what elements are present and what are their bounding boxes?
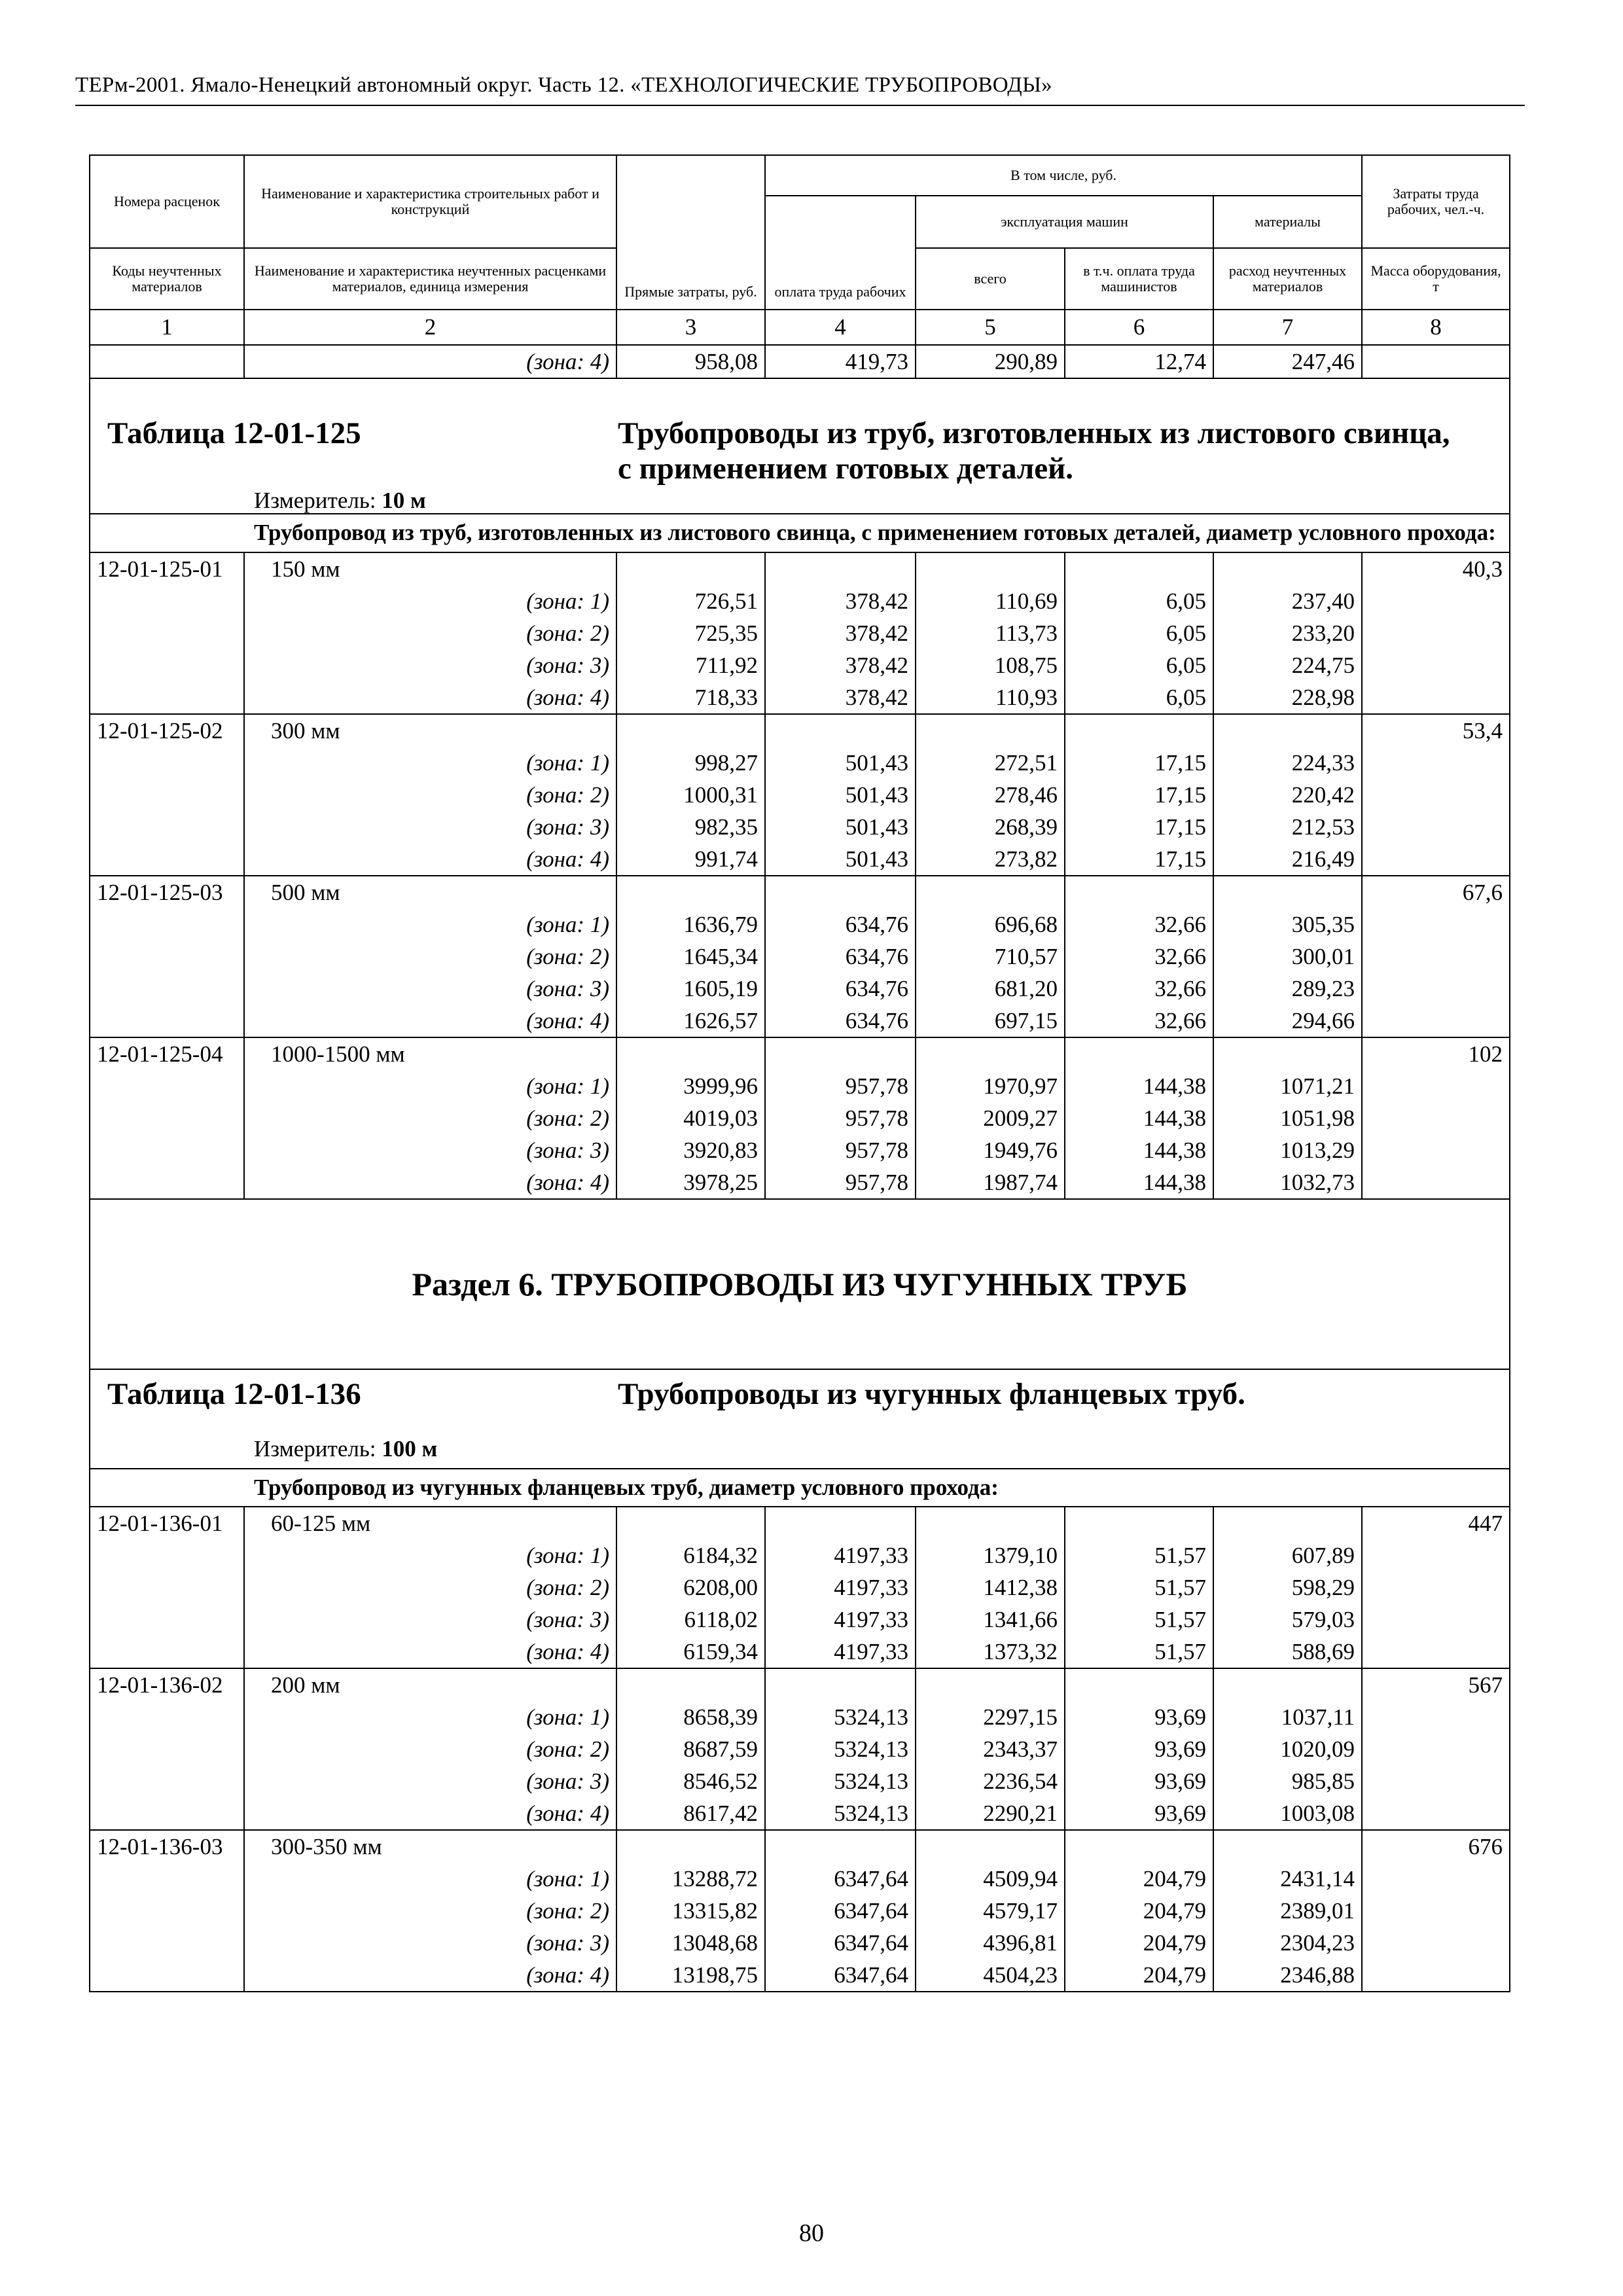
machines-total: 1341,66 — [916, 1604, 1065, 1636]
col-number: 5 — [916, 310, 1065, 345]
col-number: 4 — [765, 310, 916, 345]
zone-row — [90, 1765, 1510, 1797]
machines-total: 1412,38 — [916, 1571, 1065, 1604]
labor-pay: 378,42 — [765, 585, 916, 617]
zone-row — [90, 1571, 1510, 1604]
zone-row — [90, 1102, 1510, 1134]
table-name: Таблица 12-01-136 — [107, 1377, 361, 1411]
direct-cost: 4019,03 — [616, 1102, 765, 1134]
labor-pay: 4197,33 — [765, 1539, 916, 1571]
direct-cost: 8687,59 — [616, 1733, 765, 1765]
table-description: Трубопроводы из чугунных фланцевых труб. — [618, 1377, 1245, 1411]
zone-row — [90, 585, 1510, 617]
table-name: Таблица 12-01-125 — [107, 416, 361, 450]
machinist-pay: 32,66 — [1065, 908, 1213, 941]
carry-over — [90, 345, 1510, 378]
zone-row — [90, 1539, 1510, 1571]
zone-row — [90, 747, 1510, 779]
direct-cost: 6118,02 — [616, 1604, 765, 1636]
zone-row — [90, 1604, 1510, 1636]
machines-total: 681,20 — [916, 973, 1065, 1005]
zone-label: (зона: 4) — [244, 345, 616, 378]
labor-pay: 419,73 — [765, 345, 916, 378]
rate-code: 12-01-136-01 — [90, 1507, 244, 1539]
measure-value: 100 м — [382, 1436, 438, 1462]
machines-total: 113,73 — [916, 617, 1065, 649]
machines-total: 110,93 — [916, 681, 1065, 714]
zone-label: (зона: 2) — [244, 941, 616, 973]
direct-cost: 3978,25 — [616, 1166, 765, 1199]
direct-cost: 725,35 — [616, 617, 765, 649]
zone-row — [90, 1005, 1510, 1037]
zone-label: (зона: 4) — [244, 1166, 616, 1199]
machines-total: 1373,32 — [916, 1636, 1065, 1668]
materials-cost: 579,03 — [1213, 1604, 1362, 1636]
labor-pay: 4197,33 — [765, 1636, 916, 1668]
machines-total: 273,82 — [916, 843, 1065, 876]
zone-label: (зона: 2) — [244, 617, 616, 649]
zone-label: (зона: 4) — [244, 681, 616, 714]
rate-size: 300 мм — [244, 714, 616, 747]
materials-cost: 300,01 — [1213, 941, 1362, 973]
labor-pay: 501,43 — [765, 779, 916, 811]
labor-pay: 6347,64 — [765, 1959, 916, 1992]
zone-row — [90, 1863, 1510, 1895]
direct-cost: 13288,72 — [616, 1863, 765, 1895]
direct-cost: 8546,52 — [616, 1765, 765, 1797]
group-header: В том числе, руб. — [765, 155, 1362, 196]
zone-row — [90, 1895, 1510, 1927]
zone-label: (зона: 1) — [244, 1070, 616, 1102]
machinist-pay: 51,57 — [1065, 1604, 1213, 1636]
zone-label: (зона: 2) — [244, 779, 616, 811]
zone-row — [90, 1959, 1510, 1992]
labor-pay: 957,78 — [765, 1134, 916, 1166]
machines-total: 2009,27 — [916, 1102, 1065, 1134]
machines-total: 268,39 — [916, 811, 1065, 843]
zone-row — [90, 617, 1510, 649]
labor-pay: 501,43 — [765, 811, 916, 843]
col8-header-top: Затраты труда рабочих, чел.-ч. — [1362, 155, 1510, 248]
zone-row — [90, 1134, 1510, 1166]
direct-cost: 8658,39 — [616, 1701, 765, 1733]
rate-row — [90, 1507, 1510, 1539]
rate-code: 12-01-125-04 — [90, 1037, 244, 1070]
machines-total: 108,75 — [916, 649, 1065, 681]
machines-total: 4509,94 — [916, 1863, 1065, 1895]
direct-cost: 1605,19 — [616, 973, 765, 1005]
col3-header: Прямые затраты, руб. — [616, 155, 765, 310]
direct-cost: 991,74 — [616, 843, 765, 876]
zone-row — [90, 1797, 1510, 1830]
machinist-pay: 32,66 — [1065, 941, 1213, 973]
rate-size: 60-125 мм — [244, 1507, 616, 1539]
materials-cost: 1032,73 — [1213, 1166, 1362, 1199]
rate-code: 12-01-136-02 — [90, 1668, 244, 1701]
machines-total: 710,57 — [916, 941, 1065, 973]
col2-header-bottom: Наименование и характеристика неучтенных расценками материалов, единица измерения — [244, 248, 616, 310]
labor-pay: 957,78 — [765, 1102, 916, 1134]
materials-cost: 598,29 — [1213, 1571, 1362, 1604]
labor-pay: 5324,13 — [765, 1797, 916, 1830]
machinist-pay: 204,79 — [1065, 1959, 1213, 1992]
zone-label: (зона: 4) — [244, 1959, 616, 1992]
labor-pay: 378,42 — [765, 617, 916, 649]
direct-cost: 958,08 — [616, 345, 765, 378]
machinist-pay: 6,05 — [1065, 585, 1213, 617]
materials-cost: 2389,01 — [1213, 1895, 1362, 1927]
col-number: 2 — [244, 310, 616, 345]
machinist-pay: 6,05 — [1065, 649, 1213, 681]
machines-header: эксплуатация машин — [916, 196, 1213, 248]
measure — [254, 1433, 437, 1465]
zone-label: (зона: 3) — [244, 1604, 616, 1636]
zone-label: (зона: 3) — [244, 1134, 616, 1166]
labor-pay: 5324,13 — [765, 1765, 916, 1797]
machinist-pay: 93,69 — [1065, 1701, 1213, 1733]
direct-cost: 6184,32 — [616, 1539, 765, 1571]
machinist-pay: 144,38 — [1065, 1134, 1213, 1166]
direct-cost: 1636,79 — [616, 908, 765, 941]
col7-header: расход неучтенных материалов — [1213, 248, 1362, 310]
materials-cost: 1037,11 — [1213, 1701, 1362, 1733]
col6-header: в т.ч. оплата труда машинистов — [1065, 248, 1213, 310]
labor-cost: 40,3 — [1362, 552, 1510, 585]
table-row — [90, 345, 1510, 378]
machines-total: 2236,54 — [916, 1765, 1065, 1797]
col1-header-top: Номера расценок — [90, 155, 244, 248]
rate-code: 12-01-125-01 — [90, 552, 244, 585]
table-125-body — [90, 552, 1510, 1199]
machinist-pay: 17,15 — [1065, 811, 1213, 843]
direct-cost: 13198,75 — [616, 1959, 765, 1992]
materials-cost: 233,20 — [1213, 617, 1362, 649]
machinist-pay: 32,66 — [1065, 973, 1213, 1005]
direct-cost: 726,51 — [616, 585, 765, 617]
materials-cost: 305,35 — [1213, 908, 1362, 941]
rate-row — [90, 1830, 1510, 1863]
materials-cost: 1013,29 — [1213, 1134, 1362, 1166]
col-number: 7 — [1213, 310, 1362, 345]
direct-cost: 6159,34 — [616, 1636, 765, 1668]
col1-header-bottom: Коды неучтенных материалов — [90, 248, 244, 310]
col4-header: оплата труда рабочих — [765, 196, 916, 310]
labor-pay: 957,78 — [765, 1070, 916, 1102]
labor-cost: 676 — [1362, 1830, 1510, 1863]
labor-pay: 6347,64 — [765, 1927, 916, 1959]
machines-total: 1379,10 — [916, 1539, 1065, 1571]
machinist-pay: 6,05 — [1065, 617, 1213, 649]
zone-label: (зона: 3) — [244, 1765, 616, 1797]
direct-cost: 3920,83 — [616, 1134, 765, 1166]
labor-pay: 634,76 — [765, 908, 916, 941]
machinist-pay: 93,69 — [1065, 1733, 1213, 1765]
page-number: 80 — [799, 2219, 824, 2247]
zone-row — [90, 843, 1510, 876]
machines-total: 696,68 — [916, 908, 1065, 941]
direct-cost: 1626,57 — [616, 1005, 765, 1037]
labor-pay: 501,43 — [765, 747, 916, 779]
rate-size: 150 мм — [244, 552, 616, 585]
zone-row — [90, 908, 1510, 941]
machinist-pay: 32,66 — [1065, 1005, 1213, 1037]
direct-cost: 1000,31 — [616, 779, 765, 811]
labor-pay: 634,76 — [765, 941, 916, 973]
machinist-pay: 17,15 — [1065, 843, 1213, 876]
machinist-pay: 17,15 — [1065, 747, 1213, 779]
measure-label: Измеритель: — [254, 488, 376, 513]
materials-cost: 294,66 — [1213, 1005, 1362, 1037]
machines-total: 4579,17 — [916, 1895, 1065, 1927]
direct-cost: 6208,00 — [616, 1571, 765, 1604]
rate-row — [90, 1668, 1510, 1701]
machines-total: 4504,23 — [916, 1959, 1065, 1992]
zone-label: (зона: 4) — [244, 1636, 616, 1668]
zone-label: (зона: 3) — [244, 1927, 616, 1959]
machines-total: 272,51 — [916, 747, 1065, 779]
machines-total: 4396,81 — [916, 1927, 1065, 1959]
labor-pay: 957,78 — [765, 1166, 916, 1199]
table-header — [90, 155, 1510, 345]
col-number: 3 — [616, 310, 765, 345]
zone-label: (зона: 2) — [244, 1733, 616, 1765]
zone-row — [90, 1636, 1510, 1668]
zone-label: (зона: 2) — [244, 1895, 616, 1927]
materials-cost: 224,75 — [1213, 649, 1362, 681]
materials-cost: 237,40 — [1213, 585, 1362, 617]
labor-pay: 4197,33 — [765, 1571, 916, 1604]
direct-cost: 1645,34 — [616, 941, 765, 973]
machinist-pay: 51,57 — [1065, 1539, 1213, 1571]
machines-total: 278,46 — [916, 779, 1065, 811]
zone-row — [90, 779, 1510, 811]
materials-cost: 607,89 — [1213, 1539, 1362, 1571]
machines-total: 2343,37 — [916, 1733, 1065, 1765]
zone-row — [90, 1733, 1510, 1765]
rate-row — [90, 552, 1510, 585]
labor-pay: 378,42 — [765, 649, 916, 681]
machinist-pay: 51,57 — [1065, 1571, 1213, 1604]
machinist-pay: 204,79 — [1065, 1927, 1213, 1959]
zone-label: (зона: 4) — [244, 843, 616, 876]
zone-label: (зона: 1) — [244, 1863, 616, 1895]
machinist-pay: 93,69 — [1065, 1765, 1213, 1797]
measure-label: Измеритель: — [254, 1436, 376, 1462]
labor-cost: 102 — [1362, 1037, 1510, 1070]
zone-label: (зона: 3) — [244, 649, 616, 681]
machines-total: 2290,21 — [916, 1797, 1065, 1830]
col-number: 6 — [1065, 310, 1213, 345]
machinist-pay: 17,15 — [1065, 779, 1213, 811]
subheading: Трубопровод из труб, изготовленных из листового свинца, с применением готовых деталей, диаметр условного прохода: — [90, 514, 1510, 552]
zone-label: (зона: 3) — [244, 811, 616, 843]
zone-label: (зона: 1) — [244, 585, 616, 617]
header-rule — [75, 105, 1525, 106]
materials-cost: 588,69 — [1213, 1636, 1362, 1668]
rate-code: 12-01-125-03 — [90, 876, 244, 908]
machines-total: 110,69 — [916, 585, 1065, 617]
materials-cost: 1051,98 — [1213, 1102, 1362, 1134]
measure-value: 10 м — [382, 488, 426, 513]
table-description: Трубопроводы из труб, изготовленных из листового свинца, с применением готовых деталей. — [618, 416, 1450, 486]
labor-pay: 5324,13 — [765, 1701, 916, 1733]
machines-total: 1949,76 — [916, 1134, 1065, 1166]
zone-label: (зона: 1) — [244, 1701, 616, 1733]
direct-cost: 13048,68 — [616, 1927, 765, 1959]
rate-size: 500 мм — [244, 876, 616, 908]
zone-row — [90, 649, 1510, 681]
labor-cost: 567 — [1362, 1668, 1510, 1701]
table-136-body — [90, 1507, 1510, 1992]
price-table — [89, 154, 1510, 1992]
labor-cost: 53,4 — [1362, 714, 1510, 747]
labor-pay: 6347,64 — [765, 1895, 916, 1927]
materials-cost: 1020,09 — [1213, 1733, 1362, 1765]
materials-header: материалы — [1213, 196, 1362, 248]
direct-cost: 982,35 — [616, 811, 765, 843]
zone-label: (зона: 3) — [244, 973, 616, 1005]
machinist-pay: 51,57 — [1065, 1636, 1213, 1668]
subheading: Трубопровод из чугунных фланцевых труб, диаметр условного прохода: — [90, 1469, 1510, 1507]
labor-pay: 4197,33 — [765, 1604, 916, 1636]
zone-row — [90, 681, 1510, 714]
machinist-pay: 144,38 — [1065, 1166, 1213, 1199]
rate-size: 200 мм — [244, 1668, 616, 1701]
machinist-pay: 93,69 — [1065, 1797, 1213, 1830]
rate-size: 300-350 мм — [244, 1830, 616, 1863]
zone-row — [90, 1070, 1510, 1102]
rate-code: 12-01-136-03 — [90, 1830, 244, 1863]
labor-cost: 67,6 — [1362, 876, 1510, 908]
table-136-title — [90, 1369, 1510, 1507]
zone-label: (зона: 2) — [244, 1102, 616, 1134]
machinist-pay: 204,79 — [1065, 1895, 1213, 1927]
col8-header-bottom: Масса оборудования, т — [1362, 248, 1510, 310]
measure — [254, 485, 426, 516]
rate-row — [90, 714, 1510, 747]
labor-cost: 447 — [1362, 1507, 1510, 1539]
machines-total: 1970,97 — [916, 1070, 1065, 1102]
labor-pay: 501,43 — [765, 843, 916, 876]
section-title: Раздел 6. ТРУБОПРОВОДЫ ИЗ ЧУГУННЫХ ТРУБ — [412, 1266, 1188, 1302]
labor-pay: 634,76 — [765, 973, 916, 1005]
col2-header-top: Наименование и характеристика строительных работ и конструкций — [244, 155, 616, 248]
rate-row — [90, 876, 1510, 908]
materials-cost: 1071,21 — [1213, 1070, 1362, 1102]
machinist-pay: 144,38 — [1065, 1102, 1213, 1134]
col-number: 1 — [90, 310, 244, 345]
direct-cost: 8617,42 — [616, 1797, 765, 1830]
materials-cost: 212,53 — [1213, 811, 1362, 843]
materials-cost: 224,33 — [1213, 747, 1362, 779]
machines-total: 697,15 — [916, 1005, 1065, 1037]
zone-label: (зона: 2) — [244, 1571, 616, 1604]
direct-cost: 3999,96 — [616, 1070, 765, 1102]
materials-cost: 2431,14 — [1213, 1863, 1362, 1895]
col-number: 8 — [1362, 310, 1510, 345]
direct-cost: 13315,82 — [616, 1895, 765, 1927]
zone-label: (зона: 1) — [244, 747, 616, 779]
labor-pay: 378,42 — [765, 681, 916, 714]
materials-cost: 247,46 — [1213, 345, 1362, 378]
materials-cost: 985,85 — [1213, 1765, 1362, 1797]
materials-cost: 2346,88 — [1213, 1959, 1362, 1992]
table-125-title — [90, 378, 1510, 552]
machinist-pay: 6,05 — [1065, 681, 1213, 714]
machinist-pay: 204,79 — [1065, 1863, 1213, 1895]
labor-pay: 5324,13 — [765, 1733, 916, 1765]
materials-cost: 228,98 — [1213, 681, 1362, 714]
direct-cost: 711,92 — [616, 649, 765, 681]
labor-pay: 6347,64 — [765, 1863, 916, 1895]
zone-label: (зона: 1) — [244, 1539, 616, 1571]
rate-code: 12-01-125-02 — [90, 714, 244, 747]
zone-label: (зона: 4) — [244, 1005, 616, 1037]
direct-cost: 998,27 — [616, 747, 765, 779]
section-6 — [90, 1199, 1510, 1369]
zone-row — [90, 1166, 1510, 1199]
machines-total: 2297,15 — [916, 1701, 1065, 1733]
materials-cost: 1003,08 — [1213, 1797, 1362, 1830]
zone-label: (зона: 4) — [244, 1797, 616, 1830]
labor-pay: 634,76 — [765, 1005, 916, 1037]
materials-cost: 220,42 — [1213, 779, 1362, 811]
materials-cost: 289,23 — [1213, 973, 1362, 1005]
machinist-pay: 12,74 — [1065, 345, 1213, 378]
zone-row — [90, 941, 1510, 973]
zone-row — [90, 1927, 1510, 1959]
rate-row — [90, 1037, 1510, 1070]
zone-label: (зона: 1) — [244, 908, 616, 941]
direct-cost: 718,33 — [616, 681, 765, 714]
zone-row — [90, 811, 1510, 843]
machines-total: 1987,74 — [916, 1166, 1065, 1199]
materials-cost: 216,49 — [1213, 843, 1362, 876]
zone-row — [90, 1701, 1510, 1733]
running-header: ТЕРм-2001. Ямало-Ненецкий автономный округ. Часть 12. «ТЕХНОЛОГИЧЕСКИЕ ТРУБОПРОВОДЫ» — [75, 73, 1052, 97]
machines-total: 290,89 — [916, 345, 1065, 378]
zone-row — [90, 973, 1510, 1005]
col5-header: всего — [916, 248, 1065, 310]
materials-cost: 2304,23 — [1213, 1927, 1362, 1959]
machinist-pay: 144,38 — [1065, 1070, 1213, 1102]
rate-size: 1000-1500 мм — [244, 1037, 616, 1070]
